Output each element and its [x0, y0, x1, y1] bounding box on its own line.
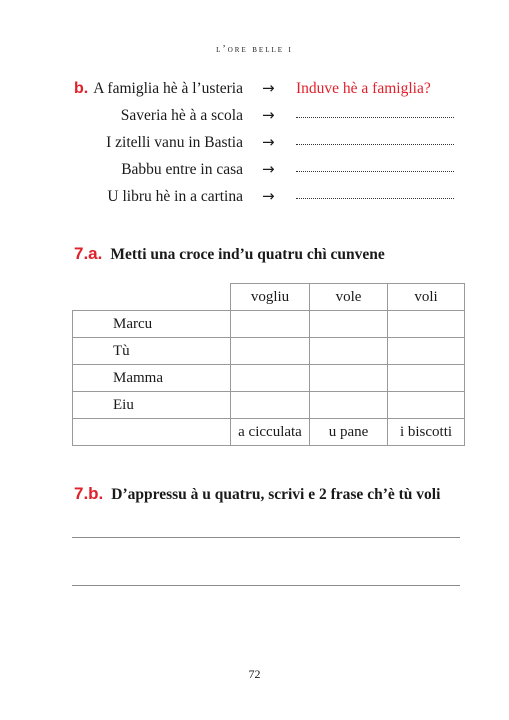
checkbox-cell[interactable]: [231, 365, 310, 392]
column-header: voli: [388, 284, 465, 311]
checkbox-cell[interactable]: [310, 311, 388, 338]
exercise-b-row: [0, 188, 509, 210]
checkbox-cell[interactable]: [231, 311, 310, 338]
checkbox-cell[interactable]: [310, 365, 388, 392]
writing-line[interactable]: [72, 537, 460, 538]
empty-cell: [73, 419, 231, 446]
arrow-icon: →: [262, 106, 275, 124]
checkbox-cell[interactable]: [388, 365, 465, 392]
arrow-icon: →: [262, 79, 275, 97]
object-label: u pane: [310, 419, 388, 446]
arrow-icon: →: [262, 133, 275, 151]
table-row: [73, 338, 465, 365]
arrow-icon: →: [262, 160, 275, 178]
object-label: i biscotti: [388, 419, 465, 446]
page-number: 72: [248, 667, 261, 681]
answer-blank[interactable]: [296, 198, 454, 199]
sentence-text: Babbu entre in casa: [121, 161, 243, 178]
row-label: Mamma: [73, 365, 231, 392]
sentence-text: U libru hè in a cartina: [107, 188, 243, 205]
checkbox-cell[interactable]: [231, 392, 310, 419]
exercise-b-row: [0, 80, 509, 102]
sentence-text: A famiglia hè à l’usteria: [93, 80, 243, 97]
sentence-text: Saveria hè à a scola: [120, 107, 243, 124]
exercise-7a-heading: [74, 244, 385, 264]
checkbox-cell[interactable]: [388, 338, 465, 365]
exercise-7a-number: 7.a.: [74, 244, 103, 263]
object-label: a cicculata: [231, 419, 310, 446]
row-label: Eiu: [73, 392, 231, 419]
column-header: vogliu: [231, 284, 310, 311]
exercise-b-row: [0, 107, 509, 129]
answer-blank[interactable]: [296, 144, 454, 145]
exercise-7b-title: D’appressu à u quatru, scrivi e 2 frase ch’è tù voli: [111, 486, 441, 503]
sentence-text: I zitelli vanu in Bastia: [106, 134, 243, 151]
table-objects-row: [73, 419, 465, 446]
exercise-b-row: [0, 161, 509, 183]
answer-blank[interactable]: [296, 171, 454, 172]
checkbox-cell[interactable]: [310, 338, 388, 365]
row-label: Tù: [73, 338, 231, 365]
exercise-7b-heading: [74, 484, 440, 504]
table-row: [73, 311, 465, 338]
running-header: l’ore belle i: [216, 44, 293, 55]
checkbox-cell[interactable]: [231, 338, 310, 365]
exercise-7b-number: 7.b.: [74, 484, 104, 503]
exercise-7a-title: Metti una croce ind’u quatru chì cunvene: [110, 246, 385, 263]
exercise-b-row: [0, 134, 509, 156]
checkbox-cell[interactable]: [310, 392, 388, 419]
writing-line[interactable]: [72, 585, 460, 586]
checkbox-cell[interactable]: [388, 311, 465, 338]
choice-table: [72, 283, 465, 446]
table-row: [73, 365, 465, 392]
arrow-icon: →: [262, 187, 275, 205]
checkbox-cell[interactable]: [388, 392, 465, 419]
table-row: [73, 392, 465, 419]
example-answer: Induve hè a famiglia?: [296, 80, 431, 97]
exercise-b-tag: b.: [74, 80, 89, 97]
row-label: Marcu: [73, 311, 231, 338]
empty-corner-cell: [73, 284, 231, 311]
answer-blank[interactable]: [296, 117, 454, 118]
column-header: vole: [310, 284, 388, 311]
table-header-row: [73, 284, 465, 311]
